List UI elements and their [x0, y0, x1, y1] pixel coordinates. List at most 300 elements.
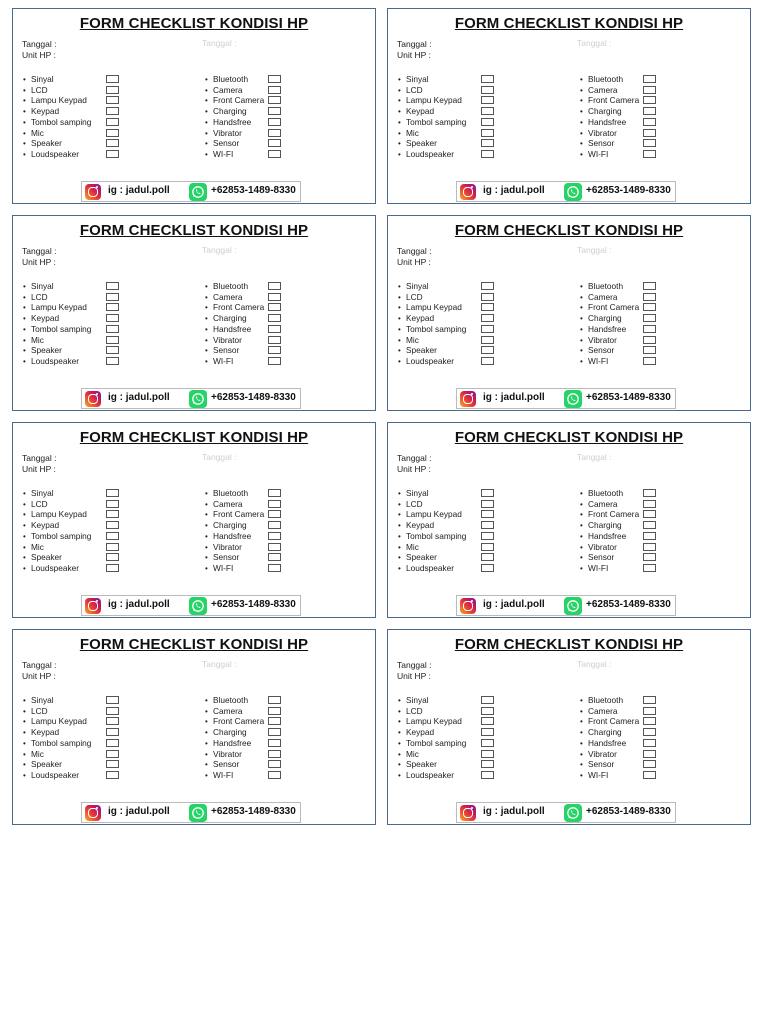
- checklist-item-label: Mic: [406, 127, 419, 138]
- checkbox[interactable]: [106, 282, 119, 290]
- checklist-item-label: Loudspeaker: [31, 148, 79, 159]
- checkbox[interactable]: [481, 107, 494, 115]
- checkbox[interactable]: [481, 521, 494, 529]
- bullet: •: [398, 553, 401, 563]
- bullet: •: [205, 324, 208, 334]
- checkbox[interactable]: [268, 696, 281, 704]
- bullet: •: [580, 149, 583, 159]
- checkbox[interactable]: [106, 336, 119, 344]
- checkbox[interactable]: [643, 521, 656, 529]
- checkbox[interactable]: [481, 750, 494, 758]
- checklist-item: [580, 738, 659, 749]
- checkbox[interactable]: [268, 336, 281, 344]
- checkbox[interactable]: [106, 357, 119, 365]
- checklist-card: [387, 629, 751, 825]
- bullet: •: [398, 770, 401, 780]
- checkbox[interactable]: [268, 139, 281, 147]
- checkbox[interactable]: [268, 303, 281, 311]
- checkbox[interactable]: [268, 107, 281, 115]
- checklist-card: [12, 422, 376, 618]
- checklist-item: [398, 356, 497, 367]
- checkbox[interactable]: [106, 325, 119, 333]
- checkbox[interactable]: [481, 129, 494, 137]
- checklist-item: [398, 749, 497, 760]
- instagram-icon: [85, 391, 101, 407]
- checkbox[interactable]: [481, 150, 494, 158]
- checklist-item-label: Mic: [406, 334, 419, 345]
- bullet: •: [398, 489, 401, 498]
- checkbox[interactable]: [643, 489, 656, 497]
- checklist-item: [23, 106, 122, 117]
- checklist-item: [398, 95, 497, 106]
- checklist-item: [398, 552, 497, 563]
- checkbox[interactable]: [481, 346, 494, 354]
- checkbox[interactable]: [643, 325, 656, 333]
- checkbox[interactable]: [481, 771, 494, 779]
- bullet: •: [398, 346, 401, 356]
- checkbox[interactable]: [268, 129, 281, 137]
- checkbox[interactable]: [643, 150, 656, 158]
- checkbox[interactable]: [643, 532, 656, 540]
- bullet: •: [398, 542, 401, 552]
- checklist-item-label: Speaker: [31, 345, 62, 356]
- checklist-item: [205, 281, 284, 292]
- faded-date-label: Tanggal :: [577, 659, 612, 669]
- checklist-item: [580, 335, 659, 346]
- checkbox[interactable]: [481, 86, 494, 94]
- bullet: •: [580, 117, 583, 127]
- checklist-item: [580, 356, 659, 367]
- date-label: Tanggal :: [22, 453, 57, 463]
- bullet: •: [580, 85, 583, 95]
- checklist-item: [580, 324, 659, 335]
- checkbox[interactable]: [106, 500, 119, 508]
- checkbox[interactable]: [106, 489, 119, 497]
- checklist-item: [205, 727, 284, 738]
- bullet: •: [398, 738, 401, 748]
- checklist-item-label: Loudspeaker: [406, 769, 454, 780]
- checklist-item: [580, 552, 659, 563]
- unit-label: Unit HP :: [397, 464, 431, 474]
- checklist-item: [205, 542, 284, 553]
- checkbox[interactable]: [643, 96, 656, 104]
- checklist-item: [23, 542, 122, 553]
- checkbox[interactable]: [643, 771, 656, 779]
- checkbox[interactable]: [268, 543, 281, 551]
- checklist-item: [23, 138, 122, 149]
- checkbox[interactable]: [481, 564, 494, 572]
- checklist-item-label: Bluetooth: [213, 74, 249, 84]
- checkbox[interactable]: [481, 75, 494, 83]
- checkbox[interactable]: [106, 314, 119, 322]
- checkbox[interactable]: [481, 314, 494, 322]
- checkbox[interactable]: [268, 293, 281, 301]
- checklist-item-label: Sensor: [588, 138, 615, 149]
- checkbox[interactable]: [106, 346, 119, 354]
- checkbox[interactable]: [268, 739, 281, 747]
- checklist-item: [398, 706, 497, 717]
- checkbox[interactable]: [643, 107, 656, 115]
- checkbox[interactable]: [106, 696, 119, 704]
- checkbox[interactable]: [106, 293, 119, 301]
- checklist-item-label: Sinyal: [406, 281, 429, 291]
- checklist-item: [205, 138, 284, 149]
- checkbox[interactable]: [106, 86, 119, 94]
- checkbox[interactable]: [268, 771, 281, 779]
- checkbox[interactable]: [643, 543, 656, 551]
- checklist-item-label: Sensor: [588, 759, 615, 770]
- checkbox[interactable]: [268, 86, 281, 94]
- checkbox[interactable]: [643, 728, 656, 736]
- checkbox[interactable]: [268, 707, 281, 715]
- checkbox[interactable]: [268, 314, 281, 322]
- checklist-item: [580, 281, 659, 292]
- checkbox[interactable]: [106, 129, 119, 137]
- checklist-item-label: Charging: [588, 106, 622, 117]
- checklist-card: [12, 215, 376, 411]
- checkbox[interactable]: [643, 717, 656, 725]
- checkbox[interactable]: [481, 282, 494, 290]
- bullet: •: [205, 346, 208, 356]
- checklist-item-label: Vibrator: [213, 541, 242, 552]
- bullet: •: [580, 510, 583, 520]
- checkbox[interactable]: [268, 750, 281, 758]
- bullet: •: [398, 85, 401, 95]
- form-title: FORM CHECKLIST KONDISI HP: [79, 636, 309, 653]
- form-title: FORM CHECKLIST KONDISI HP: [454, 15, 684, 32]
- bullet: •: [23, 128, 26, 138]
- bullet: •: [23, 510, 26, 520]
- checkbox[interactable]: [268, 564, 281, 572]
- checklist-item-label: LCD: [31, 705, 48, 716]
- checkbox[interactable]: [643, 129, 656, 137]
- checklist-item-label: Loudspeaker: [406, 148, 454, 159]
- checklist-item-label: Sinyal: [406, 488, 429, 498]
- checkbox[interactable]: [643, 336, 656, 344]
- checkbox[interactable]: [643, 118, 656, 126]
- contact-bar: [456, 802, 676, 823]
- checkbox[interactable]: [106, 118, 119, 126]
- checkbox[interactable]: [643, 86, 656, 94]
- checklist-item: [398, 488, 497, 499]
- whatsapp-icon: [564, 390, 582, 408]
- checklist-item: [580, 509, 659, 520]
- bullet: •: [398, 499, 401, 509]
- bullet: •: [398, 510, 401, 520]
- checkbox[interactable]: [106, 564, 119, 572]
- checkbox[interactable]: [106, 532, 119, 540]
- checkbox[interactable]: [268, 150, 281, 158]
- checkbox[interactable]: [106, 107, 119, 115]
- bullet: •: [398, 335, 401, 345]
- checklist-item: [23, 356, 122, 367]
- checkbox[interactable]: [481, 118, 494, 126]
- checklist-item-label: WI-FI: [213, 562, 234, 573]
- checkbox[interactable]: [481, 696, 494, 704]
- checklist-item-label: Handsfree: [588, 323, 627, 334]
- checkbox[interactable]: [106, 543, 119, 551]
- bullet: •: [205, 738, 208, 748]
- checkbox[interactable]: [106, 728, 119, 736]
- contact-bar: [456, 181, 676, 202]
- checklist-item: [398, 738, 497, 749]
- checklist-item-label: Tombol samping: [406, 116, 467, 127]
- bullet: •: [580, 531, 583, 541]
- bullet: •: [23, 499, 26, 509]
- checklist-item: [398, 345, 497, 356]
- checklist-item: [580, 302, 659, 313]
- checkbox[interactable]: [481, 96, 494, 104]
- checkbox[interactable]: [643, 553, 656, 561]
- checkbox[interactable]: [481, 357, 494, 365]
- checklist-item: [205, 335, 284, 346]
- bullet: •: [23, 292, 26, 302]
- checklist-item-label: Camera: [213, 498, 243, 509]
- bullet: •: [205, 96, 208, 106]
- checkbox[interactable]: [268, 325, 281, 333]
- checklist-item: [398, 292, 497, 303]
- bullet: •: [398, 139, 401, 149]
- checklist-item: [205, 356, 284, 367]
- checkbox[interactable]: [268, 532, 281, 540]
- checklist-card: [387, 8, 751, 204]
- checklist-item: [23, 509, 122, 520]
- checkbox[interactable]: [643, 139, 656, 147]
- checkbox[interactable]: [643, 282, 656, 290]
- checklist-item: [398, 695, 497, 706]
- checkbox[interactable]: [106, 771, 119, 779]
- checklist-item: [205, 324, 284, 335]
- checkbox[interactable]: [106, 750, 119, 758]
- checklist-item: [398, 759, 497, 770]
- checklist-item: [205, 292, 284, 303]
- checklist-item-label: Camera: [213, 705, 243, 716]
- checklist-card: [387, 215, 751, 411]
- bullet: •: [398, 563, 401, 573]
- checkbox[interactable]: [481, 543, 494, 551]
- checklist-item: [205, 509, 284, 520]
- checkbox[interactable]: [106, 150, 119, 158]
- checklist-item-label: WI-FI: [588, 562, 609, 573]
- bullet: •: [580, 75, 583, 84]
- checkbox[interactable]: [268, 760, 281, 768]
- form-title: FORM CHECKLIST KONDISI HP: [454, 636, 684, 653]
- checkbox[interactable]: [643, 357, 656, 365]
- checkbox[interactable]: [268, 553, 281, 561]
- bullet: •: [23, 770, 26, 780]
- unit-label: Unit HP :: [397, 50, 431, 60]
- bullet: •: [23, 717, 26, 727]
- bullet: •: [398, 531, 401, 541]
- checklist-item: [205, 106, 284, 117]
- checkbox[interactable]: [268, 118, 281, 126]
- checklist-item-label: Keypad: [406, 313, 435, 324]
- checkbox[interactable]: [643, 564, 656, 572]
- bullet: •: [580, 696, 583, 705]
- checkbox[interactable]: [643, 739, 656, 747]
- bullet: •: [580, 738, 583, 748]
- checkbox[interactable]: [268, 521, 281, 529]
- checkbox[interactable]: [643, 293, 656, 301]
- checkbox[interactable]: [268, 346, 281, 354]
- checklist-item-label: Loudspeaker: [31, 355, 79, 366]
- unit-label: Unit HP :: [22, 671, 56, 681]
- checklist-item-label: Front Camera: [213, 95, 265, 106]
- checklist-item: [205, 85, 284, 96]
- checklist-item-label: Keypad: [31, 520, 60, 531]
- bullet: •: [398, 324, 401, 334]
- unit-label: Unit HP :: [397, 671, 431, 681]
- checklist-item: [23, 706, 122, 717]
- checkbox[interactable]: [106, 717, 119, 725]
- checkbox[interactable]: [481, 760, 494, 768]
- bullet: •: [205, 717, 208, 727]
- checkbox[interactable]: [268, 728, 281, 736]
- instagram-handle: ig : jadul.poll: [483, 185, 545, 196]
- checkbox[interactable]: [268, 489, 281, 497]
- checkbox[interactable]: [643, 750, 656, 758]
- bullet: •: [205, 563, 208, 573]
- whatsapp-number: +62853-1489-8330: [211, 599, 296, 610]
- checklist-item: [580, 749, 659, 760]
- checkbox[interactable]: [268, 282, 281, 290]
- checklist-item: [205, 345, 284, 356]
- checklist-item: [23, 770, 122, 781]
- checkbox[interactable]: [481, 489, 494, 497]
- checklist-item-label: Lampu Keypad: [31, 716, 87, 727]
- checkbox[interactable]: [106, 707, 119, 715]
- checklist-item: [23, 749, 122, 760]
- checkbox[interactable]: [481, 707, 494, 715]
- bullet: •: [580, 346, 583, 356]
- bullet: •: [398, 128, 401, 138]
- bullet: •: [205, 356, 208, 366]
- checkbox[interactable]: [643, 760, 656, 768]
- checklist-item-label: Speaker: [406, 345, 437, 356]
- checklist-item-label: Mic: [406, 748, 419, 759]
- bullet: •: [580, 499, 583, 509]
- whatsapp-icon: [189, 390, 207, 408]
- checklist-item: [23, 727, 122, 738]
- checkbox[interactable]: [106, 553, 119, 561]
- checkbox[interactable]: [268, 717, 281, 725]
- checkbox[interactable]: [106, 510, 119, 518]
- checklist-item-label: Sinyal: [406, 695, 429, 705]
- instagram-handle: ig : jadul.poll: [108, 392, 170, 403]
- checklist-item-label: Speaker: [406, 138, 437, 149]
- checkbox[interactable]: [106, 760, 119, 768]
- checklist-item: [23, 488, 122, 499]
- checkbox[interactable]: [481, 325, 494, 333]
- checkbox[interactable]: [481, 336, 494, 344]
- checklist-item-label: Sinyal: [31, 74, 54, 84]
- bullet: •: [205, 149, 208, 159]
- checklist-item-label: Vibrator: [588, 127, 617, 138]
- checklist-item: [205, 759, 284, 770]
- checklist-item: [398, 149, 497, 160]
- checkbox[interactable]: [106, 303, 119, 311]
- checkbox[interactable]: [106, 96, 119, 104]
- checkbox[interactable]: [481, 500, 494, 508]
- checklist-item-label: Camera: [213, 84, 243, 95]
- checklist-item-label: Speaker: [406, 759, 437, 770]
- checklist-item: [398, 281, 497, 292]
- checklist-item-label: WI-FI: [213, 769, 234, 780]
- checkbox[interactable]: [643, 696, 656, 704]
- checkbox[interactable]: [481, 717, 494, 725]
- bullet: •: [398, 96, 401, 106]
- checkbox[interactable]: [643, 75, 656, 83]
- checkbox[interactable]: [643, 314, 656, 322]
- bullet: •: [580, 107, 583, 117]
- checkbox[interactable]: [106, 521, 119, 529]
- checklist-item: [205, 531, 284, 542]
- checkbox[interactable]: [481, 293, 494, 301]
- checklist-item: [580, 117, 659, 128]
- bullet: •: [580, 356, 583, 366]
- instagram-icon: [460, 391, 476, 407]
- checkbox[interactable]: [268, 357, 281, 365]
- checklist-item: [205, 770, 284, 781]
- unit-label: Unit HP :: [22, 464, 56, 474]
- bullet: •: [205, 107, 208, 117]
- whatsapp-icon: [564, 804, 582, 822]
- checklist-item-label: Keypad: [406, 520, 435, 531]
- checkbox[interactable]: [481, 303, 494, 311]
- checkbox[interactable]: [106, 139, 119, 147]
- bullet: •: [580, 728, 583, 738]
- checklist-item: [23, 520, 122, 531]
- bullet: •: [23, 760, 26, 770]
- whatsapp-icon: [564, 183, 582, 201]
- checkbox[interactable]: [481, 139, 494, 147]
- checkbox[interactable]: [268, 96, 281, 104]
- checkbox[interactable]: [106, 75, 119, 83]
- bullet: •: [23, 706, 26, 716]
- checklist-item: [205, 149, 284, 160]
- checklist-item-label: Charging: [213, 313, 247, 324]
- checklist-item-label: Lampu Keypad: [31, 509, 87, 520]
- checkbox[interactable]: [481, 532, 494, 540]
- checkbox[interactable]: [643, 346, 656, 354]
- checklist-item-label: Sinyal: [31, 281, 54, 291]
- checkbox[interactable]: [268, 75, 281, 83]
- checklist-item-label: LCD: [406, 705, 423, 716]
- checkbox[interactable]: [106, 739, 119, 747]
- checklist-item-label: Bluetooth: [588, 74, 624, 84]
- checkbox[interactable]: [481, 728, 494, 736]
- checkbox[interactable]: [643, 500, 656, 508]
- checkbox[interactable]: [268, 500, 281, 508]
- checklist-item: [580, 313, 659, 324]
- bullet: •: [205, 282, 208, 291]
- instagram-handle: ig : jadul.poll: [483, 599, 545, 610]
- unit-label: Unit HP :: [22, 50, 56, 60]
- checkbox[interactable]: [268, 510, 281, 518]
- form-title: FORM CHECKLIST KONDISI HP: [79, 15, 309, 32]
- checkbox[interactable]: [643, 510, 656, 518]
- checkbox[interactable]: [643, 303, 656, 311]
- checklist-item: [23, 117, 122, 128]
- checkbox[interactable]: [481, 510, 494, 518]
- checkbox[interactable]: [481, 739, 494, 747]
- checkbox[interactable]: [643, 707, 656, 715]
- date-label: Tanggal :: [397, 246, 432, 256]
- whatsapp-icon: [189, 183, 207, 201]
- checkbox[interactable]: [481, 553, 494, 561]
- checklist-item: [205, 563, 284, 574]
- faded-date-label: Tanggal :: [577, 452, 612, 462]
